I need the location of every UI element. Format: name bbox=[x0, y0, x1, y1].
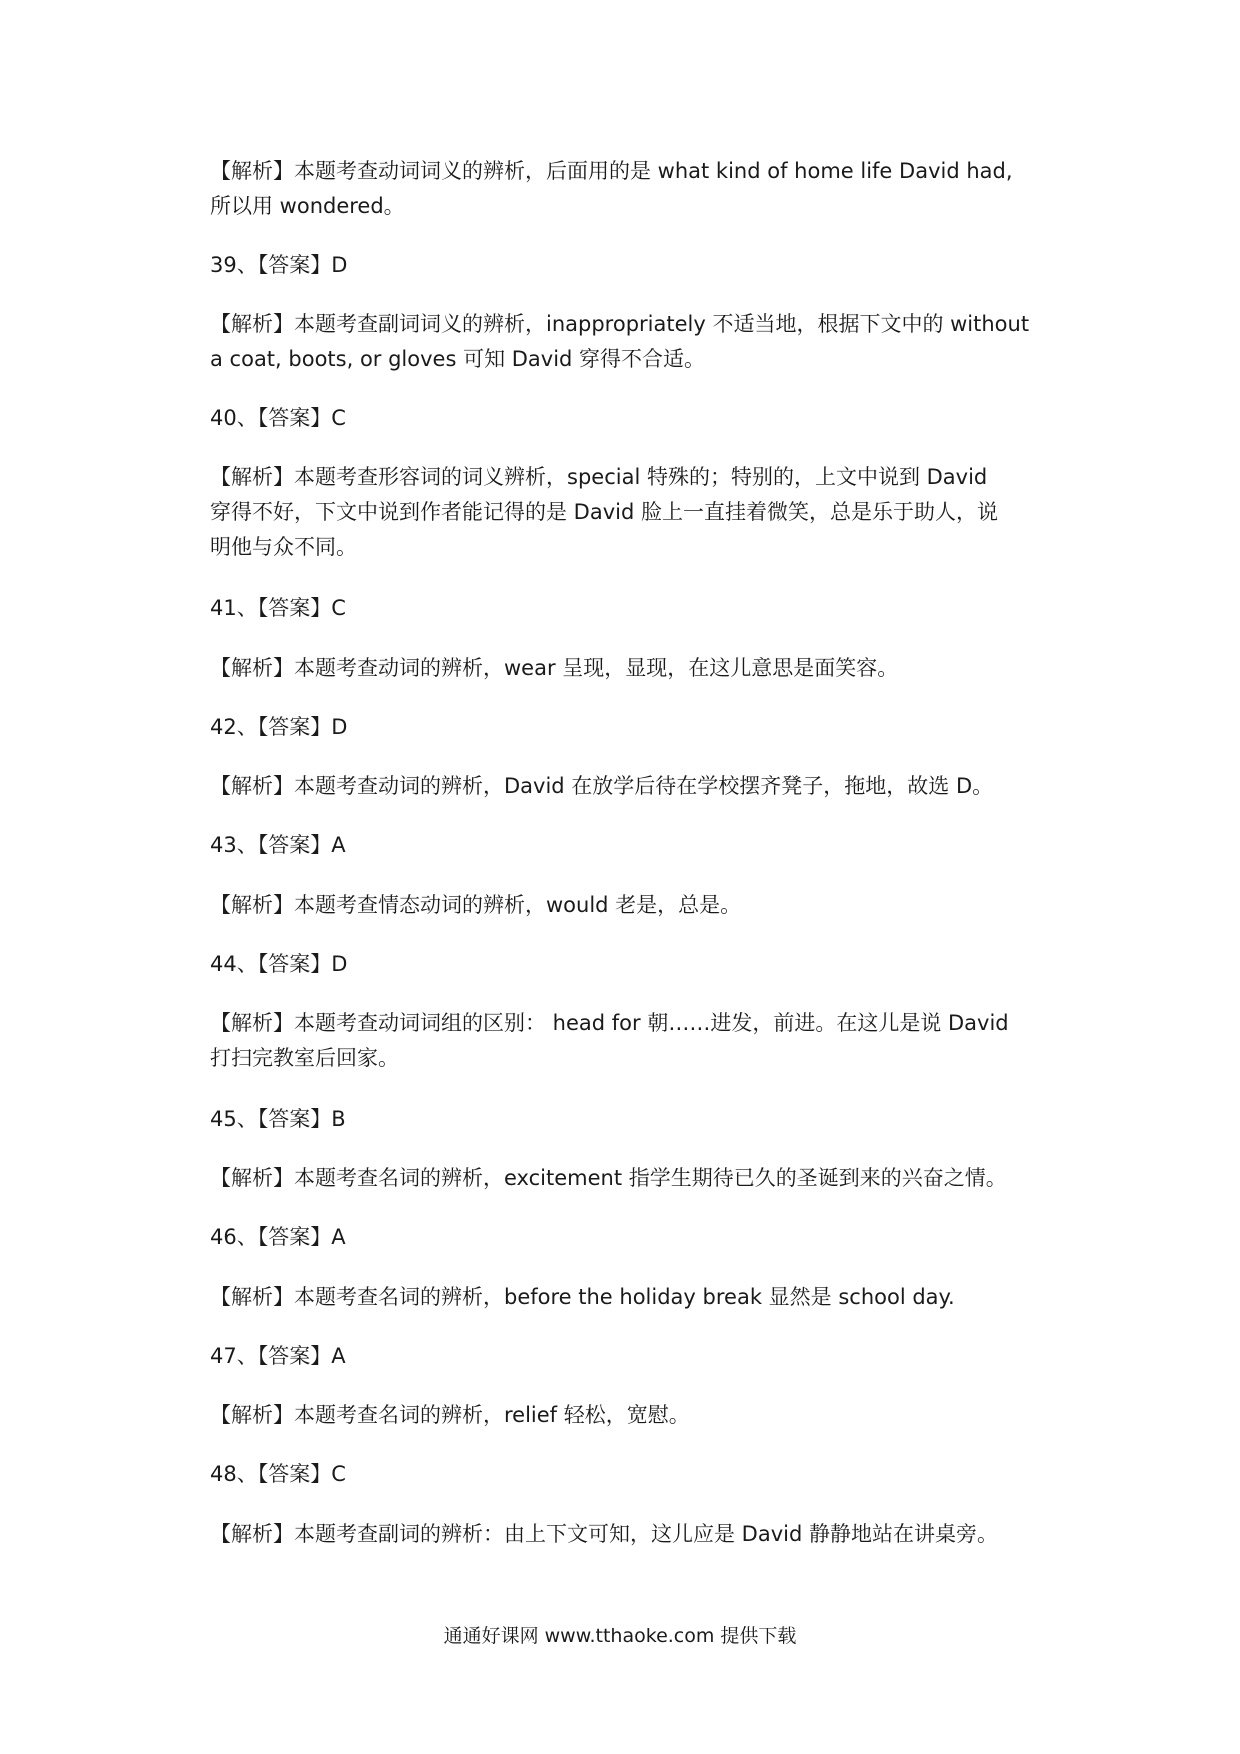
answer-47: 47、【答案】A bbox=[210, 1344, 346, 1368]
analysis-40-line-3: 明他与众不同。 bbox=[210, 535, 357, 559]
analysis-41: 【解析】本题考查动词的辨析，wear 呈现，显现，在这儿意思是面笑容。 bbox=[210, 656, 899, 680]
answer-44: 44、【答案】D bbox=[210, 952, 348, 976]
answer-46: 46、【答案】A bbox=[210, 1225, 346, 1249]
analysis-48: 【解析】本题考查副词的辨析：由上下文可知，这儿应是 David 静静地站在讲桌旁。 bbox=[210, 1522, 998, 1546]
answer-41: 41、【答案】C bbox=[210, 596, 346, 620]
analysis-46: 【解析】本题考查名词的辨析，before the holiday break 显然是 school day. bbox=[210, 1285, 955, 1309]
analysis-45: 【解析】本题考查名词的辨析，excitement 指学生期待已久的圣诞到来的兴奋之情。 bbox=[210, 1166, 1007, 1190]
answer-48: 48、【答案】C bbox=[210, 1462, 346, 1486]
analysis-38-line-1: 【解析】本题考查动词词义的辨析，后面用的是 what kind of home life David had, bbox=[210, 159, 1013, 183]
analysis-40-line-1: 【解析】本题考查形容词的词义辨析，special 特殊的；特别的，上文中说到 David bbox=[210, 465, 988, 489]
analysis-38-line-2: 所以用 wondered。 bbox=[210, 194, 405, 218]
page-footer: 通通好课网 www.tthaoke.com 提供下载 bbox=[443, 1625, 797, 1647]
analysis-42: 【解析】本题考查动词的辨析，David 在放学后待在学校摆齐凳子，拖地，故选 D。 bbox=[210, 774, 994, 798]
analysis-39-line-2: a coat, boots, or gloves 可知 David 穿得不合适。 bbox=[210, 347, 706, 371]
analysis-44-line-2: 打扫完教室后回家。 bbox=[210, 1046, 399, 1070]
analysis-44-line-1: 【解析】本题考查动词词组的区别： head for 朝……进发，前进。在这儿是说 David bbox=[210, 1011, 1009, 1035]
answer-39: 39、【答案】D bbox=[210, 253, 348, 277]
analysis-43: 【解析】本题考查情态动词的辨析，would 老是，总是。 bbox=[210, 893, 742, 917]
analysis-47: 【解析】本题考查名词的辨析，relief 轻松，宽慰。 bbox=[210, 1403, 690, 1427]
analysis-40-line-2: 穿得不好，下文中说到作者能记得的是 David 脸上一直挂着微笑，总是乐于助人，说 bbox=[210, 500, 998, 524]
analysis-39-line-1: 【解析】本题考查副词词义的辨析，inappropriately 不适当地，根据下文中的 without bbox=[210, 312, 1030, 336]
answer-42: 42、【答案】D bbox=[210, 715, 348, 739]
answer-40: 40、【答案】C bbox=[210, 406, 346, 430]
answer-45: 45、【答案】B bbox=[210, 1107, 346, 1131]
answer-43: 43、【答案】A bbox=[210, 833, 346, 857]
